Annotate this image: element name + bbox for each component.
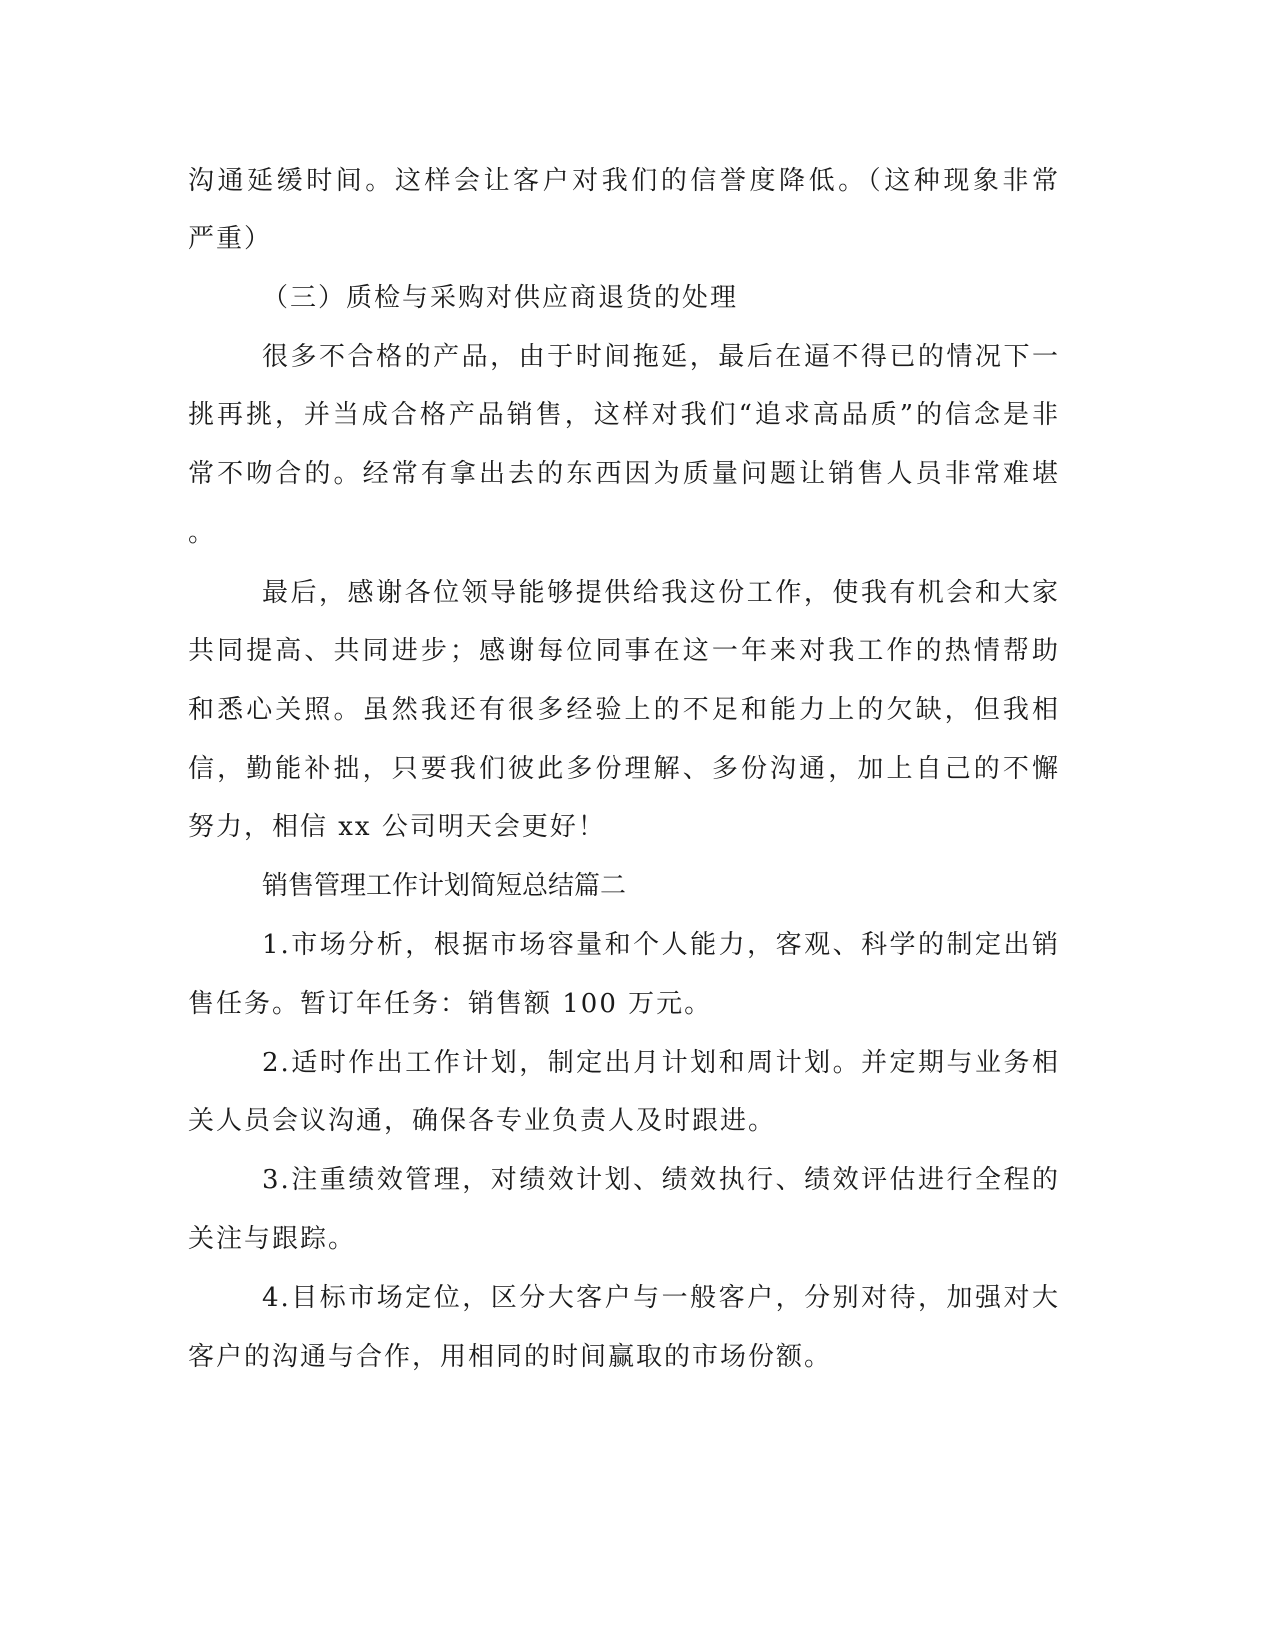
body-text-line: 售任务。暂订年任务：销售额 100 万元。: [188, 989, 713, 1019]
body-text-line: 沟通延缓时间。这样会让客户对我们的信誉度降低。（这种现象非常: [188, 166, 1060, 196]
body-text-line: 挑再挑，并当成合格产品销售，这样对我们“追求高品质”的信念是非: [188, 400, 1060, 430]
body-text-line: 信，勤能补拙，只要我们彼此多份理解、多份沟通，加上自己的不懈: [188, 754, 1060, 784]
body-text-line: 最后，感谢各位领导能够提供给我这份工作，使我有机会和大家: [262, 578, 1060, 608]
body-text-line: 常不吻合的。经常有拿出去的东西因为质量问题让销售人员非常难堪: [188, 459, 1060, 489]
body-text-line: 。: [188, 518, 217, 548]
body-text-line: 关人员会议沟通，确保各专业负责人及时跟进。: [188, 1106, 777, 1136]
body-text-line: 努力，相信 xx 公司明天会更好！: [188, 812, 606, 842]
body-text-line: 客户的沟通与合作，用相同的时间赢取的市场份额。: [188, 1342, 833, 1372]
body-text-line: 4.目标市场定位，区分大客户与一般客户，分别对待，加强对大: [262, 1283, 1060, 1313]
body-text-line: 共同提高、共同进步；感谢每位同事在这一年来对我工作的热情帮助: [188, 636, 1060, 666]
body-text-line: 3.注重绩效管理，对绩效计划、绩效执行、绩效评估进行全程的: [262, 1165, 1060, 1195]
body-text-line: 和悉心关照。虽然我还有很多经验上的不足和能力上的欠缺，但我相: [188, 695, 1060, 725]
body-text-line: 1.市场分析，根据市场容量和个人能力，客观、科学的制定出销: [262, 930, 1060, 960]
section-heading: （三）质检与采购对供应商退货的处理: [262, 283, 739, 313]
body-text-line: 很多不合格的产品，由于时间拖延，最后在逼不得已的情况下一: [262, 342, 1060, 372]
section-title: 销售管理工作计划简短总结篇二: [262, 871, 627, 901]
body-text-line: 严重）: [188, 224, 273, 254]
body-text-line: 关注与跟踪。: [188, 1224, 357, 1254]
body-text-line: 2.适时作出工作计划，制定出月计划和周计划。并定期与业务相: [262, 1048, 1060, 1078]
